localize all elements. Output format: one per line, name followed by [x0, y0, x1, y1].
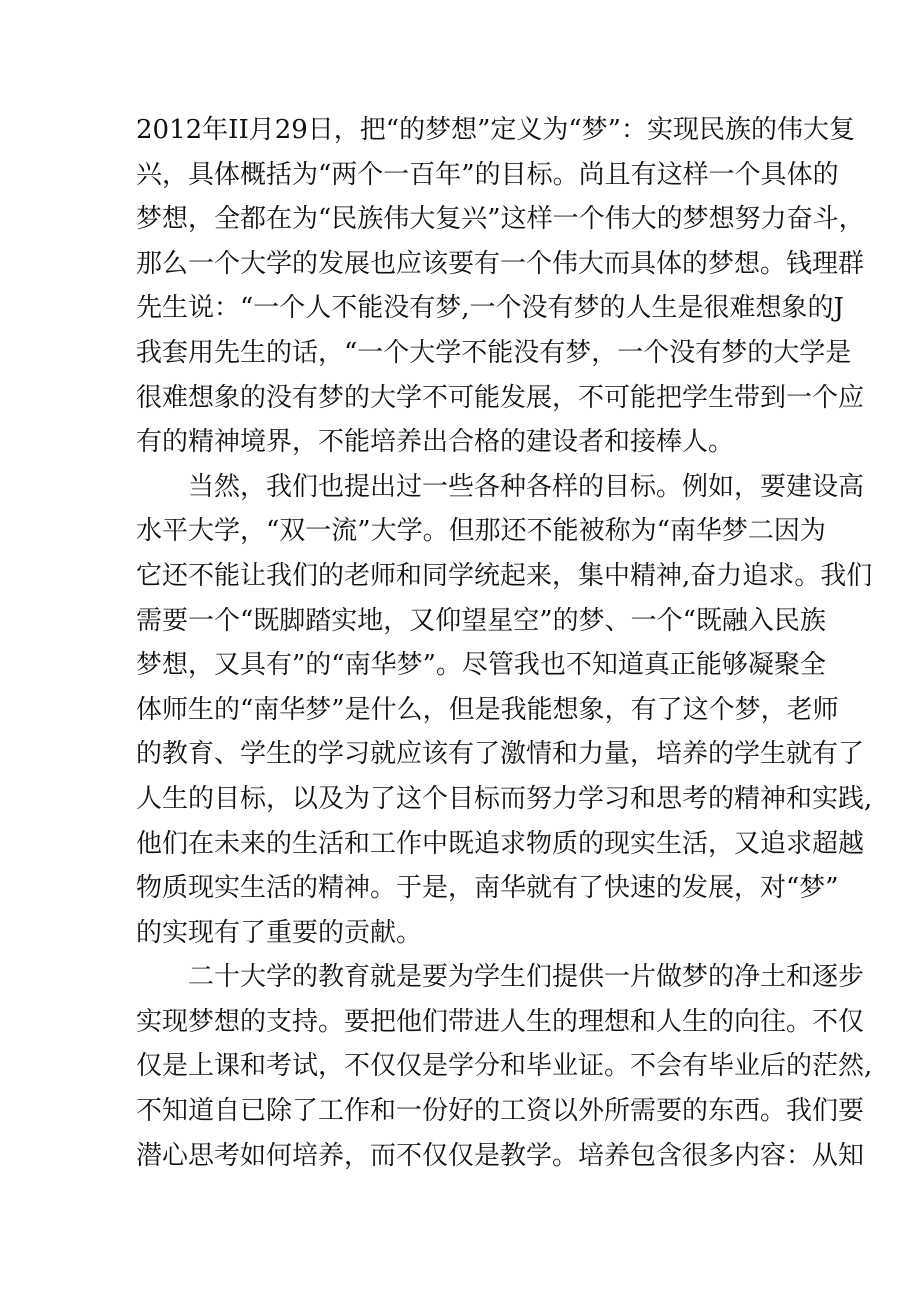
paragraph-line: 实现梦想的支持。要把他们带进人生的理想和人生的向往。不仅	[136, 1006, 865, 1037]
paragraph-line: 二十大学的教育就是要为学生们提供一片做梦的净土和逐步	[188, 962, 865, 993]
paragraph-line: 不知道自已除了工作和一份好的工资以外所需要的东西。我们要	[136, 1096, 865, 1127]
paragraph-line: 当然，我们也提出过一些各种各样的目标。例如，要建设高	[188, 471, 865, 502]
paragraph-line: 先生说：“一个人不能没有梦,一个没有梦的人生是很难想象的J	[136, 293, 844, 324]
paragraph-line: 潜心思考如何培养，而不仅仅是教学。培养包含很多内容：从知	[136, 1140, 865, 1171]
paragraph-line: 物质现实生活的精神。于是，南华就有了快速的发展，对“梦”	[136, 873, 839, 904]
paragraph-line: 的教育、学生的学习就应该有了激情和力量，培养的学生就有了	[136, 739, 865, 770]
paragraph-line: 仅是上课和考试，不仅仅是学分和毕业证。不会有毕业后的茫然,	[136, 1051, 873, 1082]
paragraph-line: 的实现有了重要的贡献。	[136, 917, 423, 948]
paragraph-line: 他们在未来的生活和工作中既追求物质的现实生活，又追求超越	[136, 828, 865, 859]
paragraph-line: 有的精神境界，不能培养出合格的建设者和接棒人。	[136, 427, 735, 458]
paragraph-line: 它还不能让我们的老师和同学统起来，集中精神,奋力追求。我们	[136, 560, 873, 591]
paragraph	[136, 955, 873, 1178]
paragraph-line: 梦想，又具有”的“南华梦”。尽管我也不知道真正能够凝聚全	[136, 650, 826, 681]
paragraph-line: 体师生的“南华梦”是什么，但是我能想象，有了这个梦，老师	[136, 694, 839, 725]
paragraph-line: 那么一个大学的发展也应该要有一个伟大而具体的梦想。钱理群	[136, 248, 865, 279]
paragraph-line: 2012年II月29日，把“的梦想”定义为“梦”：实现民族的伟大复	[136, 115, 855, 145]
paragraph-line: 很难想象的没有梦的大学不可能发展，不可能把学生带到一个应	[136, 382, 865, 413]
paragraph-line: 我套用先生的话，“一个大学不能没有梦，一个没有梦的大学是	[136, 337, 852, 368]
document-body	[136, 108, 873, 1178]
paragraph-line: 梦想，全都在为“民族伟大复兴”这样一个伟大的梦想努力奋斗，	[136, 204, 865, 235]
paragraph-line: 兴，具体概括为“两个一百年”的目标。尚且有这样一个具体的	[136, 159, 839, 190]
paragraph	[136, 108, 865, 465]
paragraph-line: 需要一个“既脚踏实地，又仰望星空”的梦、一个“既融入民族	[136, 605, 826, 636]
paragraph-line: 人生的目标，以及为了这个目标而努力学习和思考的精神和实践,	[136, 783, 873, 814]
paragraph	[136, 465, 873, 956]
paragraph-line: 水平大学，“双一流”大学。但那还不能被称为“南华梦二因为	[136, 516, 826, 547]
